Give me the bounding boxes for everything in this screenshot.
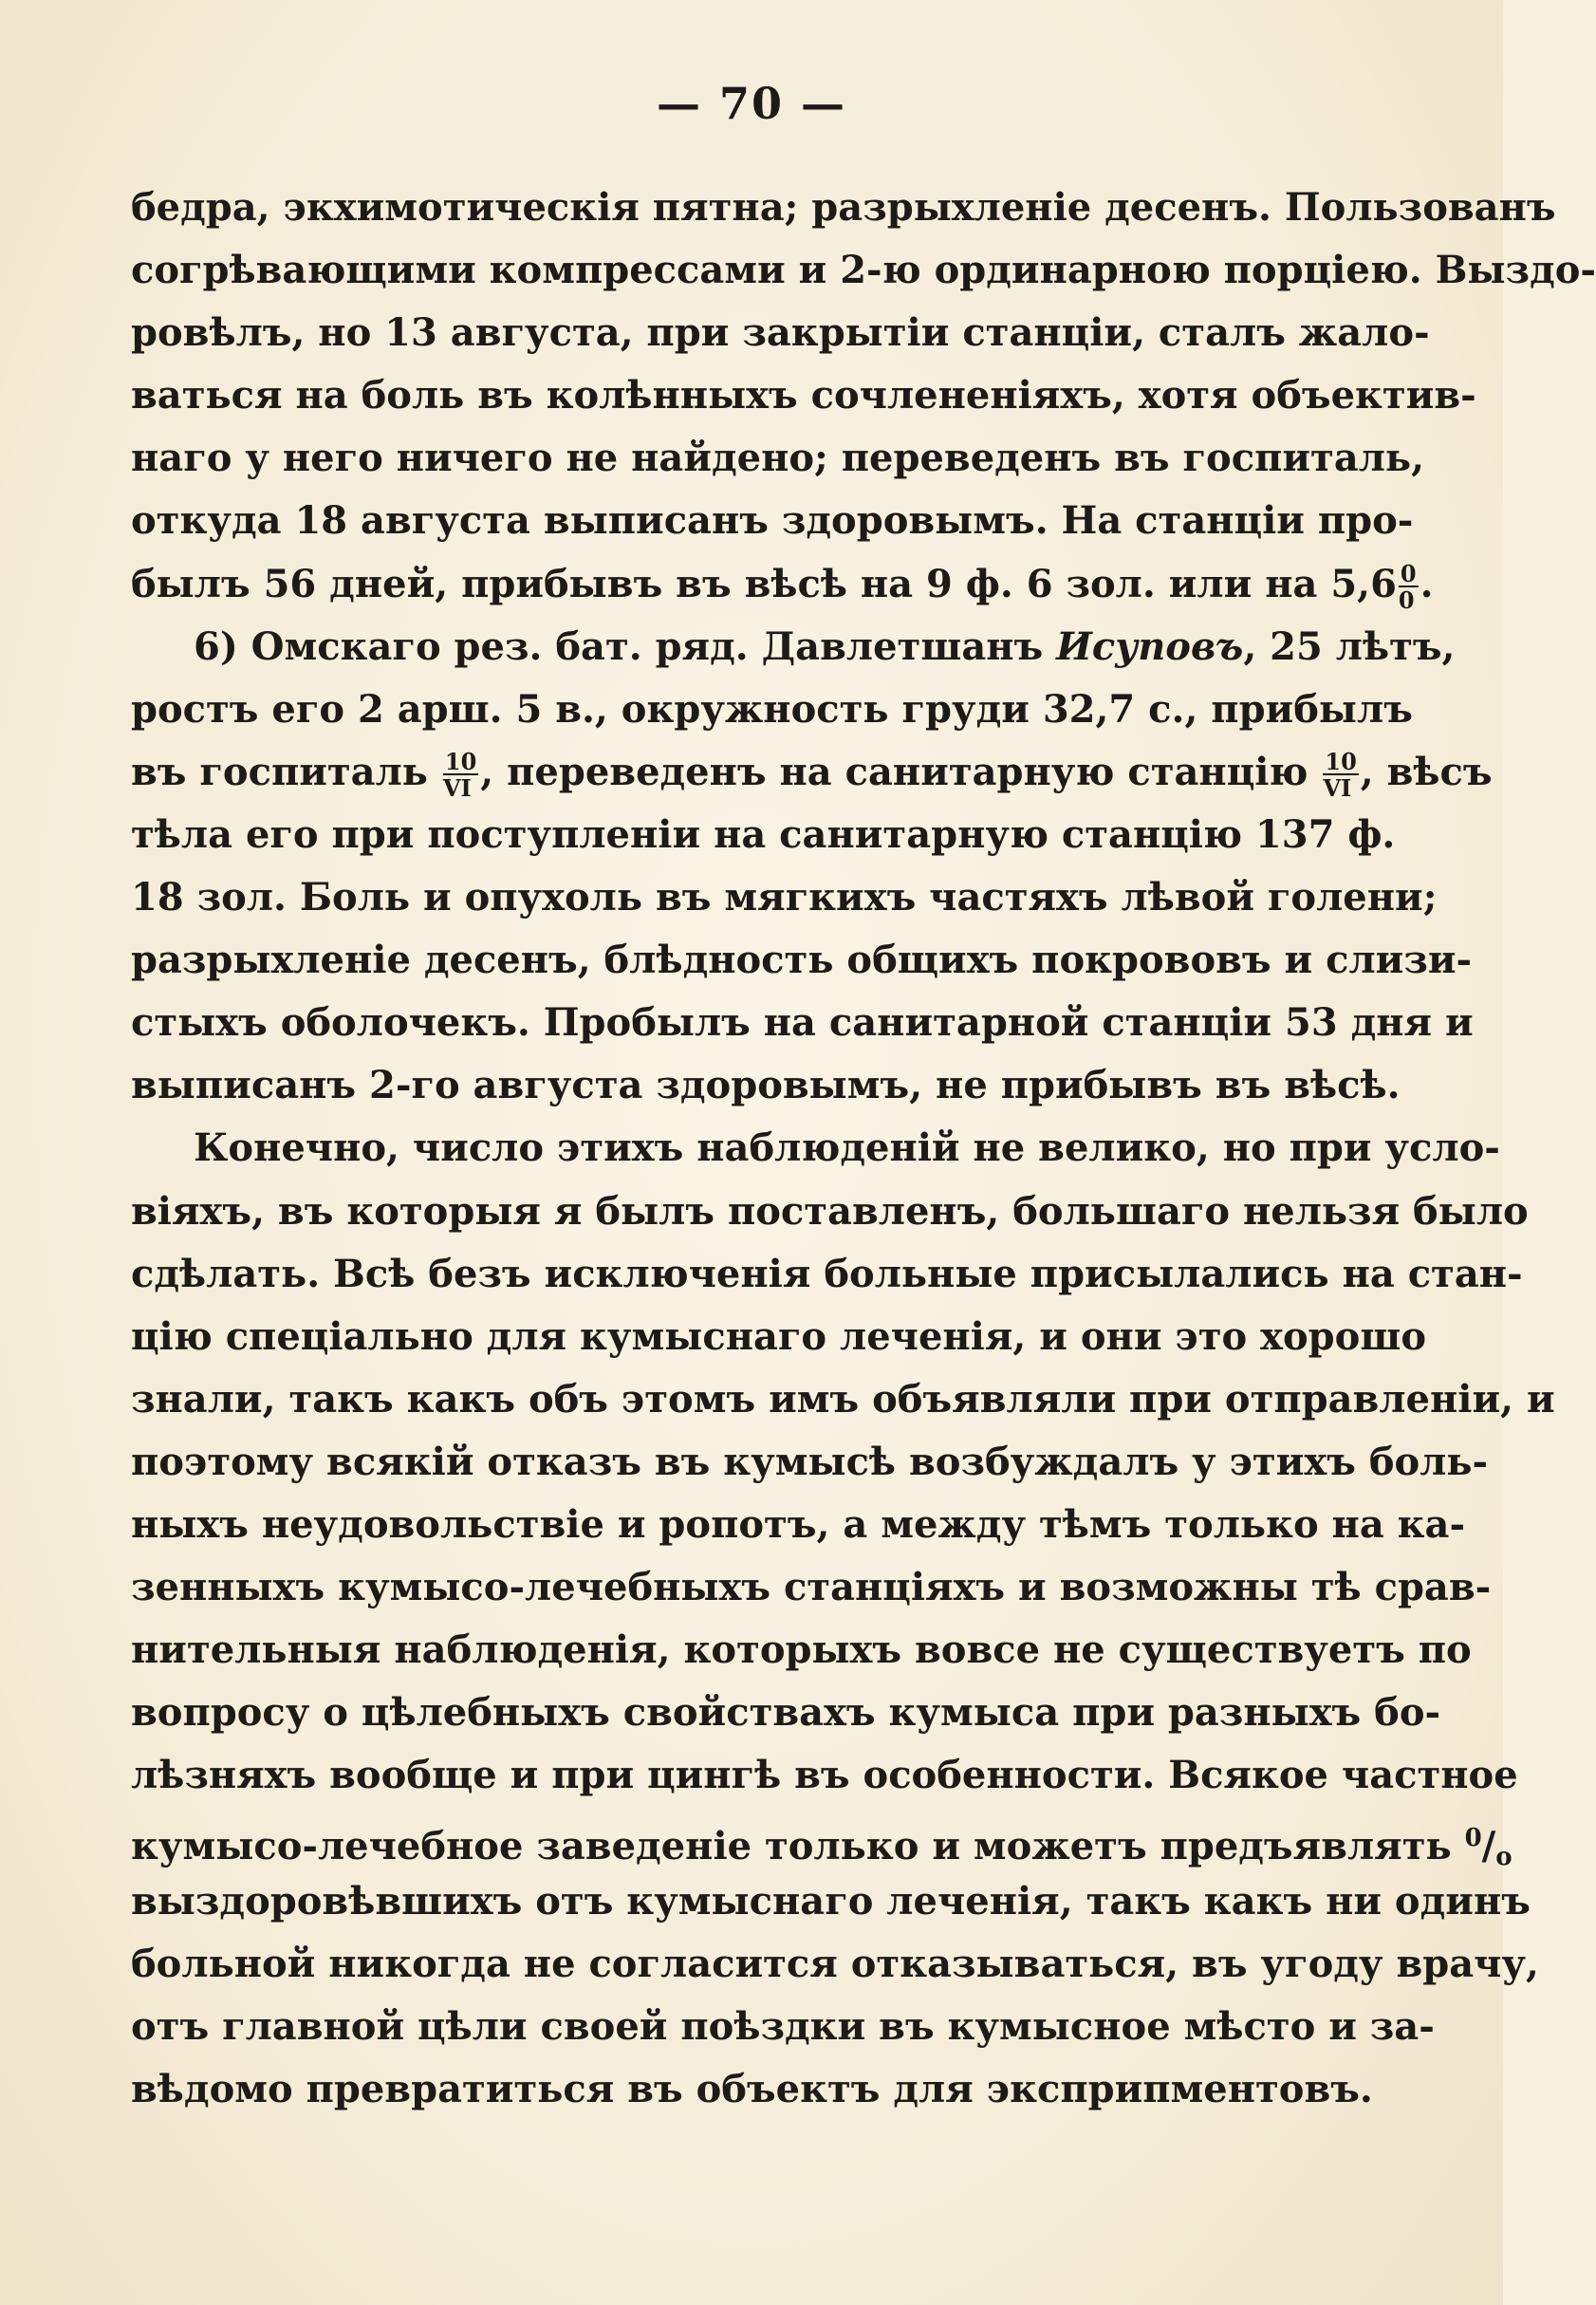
text-line: ростъ его 2 арш. 5 в., окружность груди 32,7 с., прибылъ — [131, 686, 1413, 732]
text-line: ваться на боль въ колѣнныхъ сочлененіяхъ, хотя объектив- — [131, 373, 1476, 418]
text-line: 18 зол. Боль и опухоль въ мягкихъ частяхъ лѣвой голени; — [131, 875, 1438, 920]
percent-fraction — [1398, 559, 1419, 614]
text-run: . — [1420, 561, 1434, 606]
text-run: кумысо-лечебное заведеніе только и можетъ предъявлять — [131, 1824, 1465, 1869]
text-line: вопросу о цѣлебныхъ свойствахъ кумыса при разныхъ бо- — [131, 1690, 1441, 1736]
date-fraction — [442, 747, 478, 802]
text-line: разрыхленіе десенъ, блѣдность общихъ покрововъ и слизи- — [131, 938, 1473, 983]
percent-slash: / — [1481, 1824, 1496, 1869]
text-line: зенныхъ кумысо-лечебныхъ станціяхъ и возможны тѣ срав- — [131, 1565, 1492, 1610]
text-run: , переведенъ на санитарную станцію — [480, 749, 1322, 794]
body-text — [131, 177, 1596, 2121]
text-line: лѣзняхъ вообще и при цингѣ въ особенности. Всякое частное — [131, 1753, 1518, 1798]
percent-top: 0 — [1464, 1824, 1482, 1853]
surname-italic: Исуповъ — [1056, 623, 1244, 669]
text-line: согрѣвающими компрессами и 2-ю ординарною порціею. Выздо- — [131, 248, 1596, 293]
text-run: , вѣсъ — [1360, 749, 1493, 794]
text-line: больной никогда не согласится отказываться, въ угоду врачу, — [131, 1941, 1539, 1986]
text-line: откуда 18 августа выписанъ здоровымъ. На станціи про- — [131, 498, 1414, 544]
date-fraction — [1323, 747, 1358, 802]
text-line: ныхъ неудовольствіе и ропотъ, а между тѣмъ только на ка- — [131, 1501, 1466, 1547]
text-line: бедра, экхимотическія пятна; разрыхленіе десенъ. Пользованъ — [131, 185, 1556, 230]
percent-top: 0 — [1400, 559, 1417, 587]
text-run: въ госпиталь — [131, 749, 441, 794]
fraction-denominator: VI — [442, 773, 472, 802]
text-line — [131, 553, 1434, 616]
text-line — [131, 1807, 1512, 1872]
text-line — [131, 741, 1493, 804]
text-line: выписанъ 2-го августа здоровымъ, не прибывъ въ вѣсѣ. — [131, 1063, 1401, 1108]
percent-bottom: 0 — [1398, 586, 1415, 614]
percent-o: o — [1495, 1843, 1512, 1872]
text-line: сдѣлать. Всѣ безъ исключенія больные присылались на стан- — [131, 1251, 1523, 1296]
text-line: цію спеціально для кумыснаго леченія, и они это хорошо — [131, 1313, 1426, 1359]
text-line: поэтому всякій отказъ въ кумысѣ возбуждалъ у этихъ боль- — [131, 1439, 1489, 1484]
text-run: былъ 56 дней, прибывъ въ вѣсѣ на 9 ф. 6 зол. или на 5,6 — [131, 561, 1397, 606]
fraction-denominator: VI — [1323, 773, 1352, 802]
text-line: тѣла его при поступленіи на санитарную станцію 137 ф. — [131, 811, 1396, 857]
text-line: выздоровѣвшихъ отъ кумыснаго леченія, такъ какъ ни одинъ — [131, 1878, 1531, 1924]
text-line: ровѣлъ, но 13 августа, при закрытіи станціи, сталъ жало- — [131, 310, 1430, 356]
text-line: наго у него ничего не найдено; переведенъ въ госпиталь, — [131, 436, 1425, 481]
text-line: Конечно, число этихъ наблюденій не велико, но при усло- — [194, 1125, 1500, 1171]
text-line: стыхъ оболочекъ. Пробылъ на санитарной станціи 53 дня и — [131, 1000, 1474, 1046]
text-run: , 25 лѣтъ, — [1243, 623, 1456, 669]
text-line — [131, 616, 1456, 678]
page-number: — 70 — — [656, 78, 847, 129]
text-line: знали, такъ какъ объ этомъ имъ объявляли при отправленіи, и — [131, 1376, 1555, 1422]
text-line: нительныя наблюденія, которыхъ вовсе не существуетъ по — [131, 1627, 1472, 1673]
text-line: отъ главной цѣли своей поѣздки въ кумысное мѣсто и за- — [131, 2003, 1435, 2049]
fraction-numerator: 10 — [444, 747, 477, 775]
fraction-numerator: 10 — [1325, 747, 1357, 775]
text-line: віяхъ, въ которыя я былъ поставленъ, большаго нельзя было — [131, 1188, 1529, 1234]
text-run: 6) Омскаго рез. бат. ряд. Давлетшанъ — [194, 623, 1057, 669]
text-line: вѣдомо превратиться въ объектъ для эксприпментовъ. — [131, 2066, 1373, 2111]
